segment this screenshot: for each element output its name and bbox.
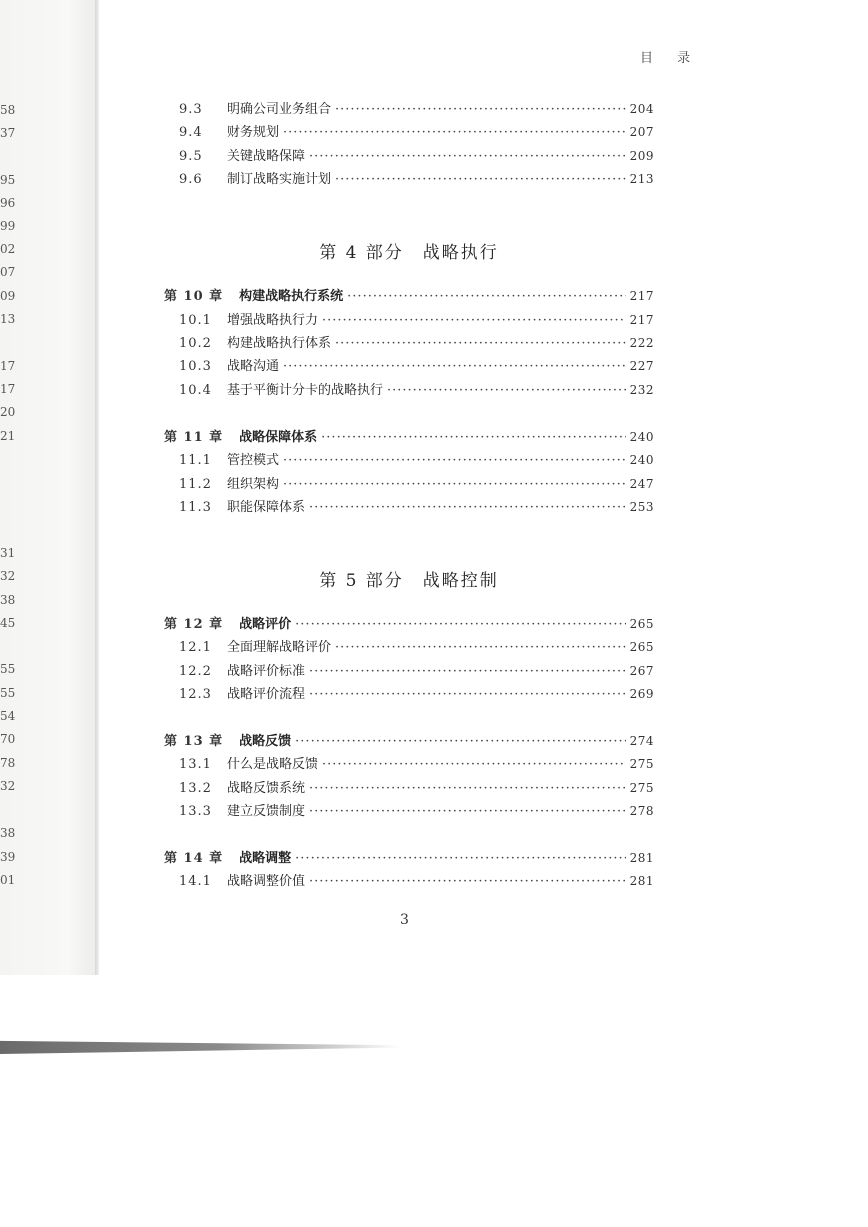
dot-leader (322, 755, 626, 775)
toc-entry[interactable] (164, 474, 654, 494)
entry-number: 13.2 (179, 781, 212, 796)
chapter-title: 构建战略执行系统 (239, 289, 344, 304)
toc-entry[interactable] (164, 497, 654, 517)
edge-number: 09 (0, 289, 16, 303)
entry-number: 10.3 (179, 359, 212, 374)
dot-leader (295, 849, 625, 869)
page-gutter-shadow (95, 0, 99, 975)
entry-title: 全面理解战略评价 (227, 640, 332, 655)
toc-entry[interactable] (164, 661, 654, 681)
entry-number: 11.2 (179, 477, 212, 492)
toc-chapter[interactable] (164, 614, 654, 634)
edge-number: 99 (0, 219, 16, 233)
entry-number: 12.2 (179, 664, 212, 679)
entry-number: 9.3 (179, 102, 203, 117)
entry-page: 227 (629, 359, 654, 373)
dot-leader (387, 381, 626, 401)
entry-page: 267 (629, 664, 654, 678)
entry-page: 247 (629, 477, 654, 491)
chapter-title: 战略评价 (239, 617, 292, 632)
toc-entry[interactable] (164, 146, 654, 166)
edge-number: 31 (0, 546, 16, 560)
entry-page: 217 (629, 313, 654, 327)
dot-leader (295, 615, 625, 635)
chapter-title: 战略调整 (239, 851, 292, 866)
toc-entry[interactable] (164, 684, 654, 704)
toc-entry[interactable] (164, 356, 654, 376)
dot-leader (283, 451, 626, 471)
chapter-number: 第 12 章 (164, 617, 224, 632)
chapter-title: 战略反馈 (239, 734, 292, 749)
entry-page: 269 (629, 687, 654, 701)
edge-number: 17 (0, 382, 16, 396)
dot-leader (335, 170, 626, 190)
edge-number: 32 (0, 779, 16, 793)
toc-entry[interactable] (164, 801, 654, 821)
entry-page: 281 (629, 874, 654, 888)
running-head: 目 录 (640, 51, 701, 66)
chapter-number: 第 11 章 (164, 430, 224, 445)
entry-title: 管控模式 (227, 453, 280, 468)
edge-number: 01 (0, 873, 16, 887)
entry-title: 关键战略保障 (227, 149, 306, 164)
edge-number: 17 (0, 359, 16, 373)
entry-page: 217 (629, 289, 654, 303)
entry-page: 209 (629, 149, 654, 163)
entry-number: 14.1 (179, 874, 212, 889)
edge-number: 55 (0, 686, 16, 700)
dot-leader (335, 638, 626, 658)
part-heading: 第 5 部分 战略控制 (319, 571, 499, 591)
entry-number: 12.1 (179, 640, 212, 655)
dot-leader (309, 872, 626, 892)
chapter-number: 第 14 章 (164, 851, 224, 866)
entry-title: 什么是战略反馈 (227, 757, 319, 772)
entry-page: 232 (629, 383, 654, 397)
entry-title: 财务规划 (227, 125, 280, 140)
entry-title: 战略评价流程 (227, 687, 306, 702)
entry-title: 战略沟通 (227, 359, 280, 374)
dot-leader (283, 475, 626, 495)
dot-leader (335, 100, 626, 120)
entry-title: 增强战略执行力 (227, 313, 319, 328)
entry-number: 10.1 (179, 313, 212, 328)
dot-leader (309, 802, 626, 822)
entry-number: 9.6 (179, 172, 203, 187)
edge-number: 32 (0, 569, 16, 583)
edge-number: 96 (0, 196, 16, 210)
edge-number: 70 (0, 732, 16, 746)
scan-shadow-stripe (0, 1038, 400, 1054)
toc-entry[interactable] (164, 380, 654, 400)
toc-entry[interactable] (164, 122, 654, 142)
entry-title: 明确公司业务组合 (227, 102, 332, 117)
entry-number: 13.3 (179, 804, 212, 819)
entry-number: 10.4 (179, 383, 212, 398)
part-heading: 第 4 部分 战略执行 (319, 243, 499, 263)
entry-title: 职能保障体系 (227, 500, 306, 515)
entry-page: 240 (629, 453, 654, 467)
entry-number: 12.3 (179, 687, 212, 702)
entry-page: 207 (629, 125, 654, 139)
toc-entry[interactable] (164, 754, 654, 774)
entry-page: 281 (629, 851, 654, 865)
entry-page: 275 (629, 781, 654, 795)
entry-number: 11.1 (179, 453, 212, 468)
dot-leader (347, 287, 625, 307)
toc-chapter[interactable] (164, 848, 654, 868)
dot-leader (295, 732, 625, 752)
dot-leader (321, 428, 625, 448)
toc-entry[interactable] (164, 871, 654, 891)
chapter-number: 第 10 章 (164, 289, 224, 304)
toc-entry[interactable] (164, 450, 654, 470)
entry-page: 265 (629, 640, 654, 654)
edge-number: 45 (0, 616, 16, 630)
entry-title: 战略调整价值 (227, 874, 306, 889)
dot-leader (309, 685, 626, 705)
dot-leader (309, 147, 626, 167)
entry-title: 基于平衡计分卡的战略执行 (227, 383, 384, 398)
edge-number: 37 (0, 126, 16, 140)
edge-number: 54 (0, 709, 16, 723)
dot-leader (283, 123, 626, 143)
edge-number: 38 (0, 593, 16, 607)
entry-title: 建立反馈制度 (227, 804, 306, 819)
chapter-title: 战略保障体系 (239, 430, 318, 445)
dot-leader (322, 311, 626, 331)
toc-entry[interactable] (164, 637, 654, 657)
dot-leader (309, 779, 626, 799)
toc-entry[interactable] (164, 778, 654, 798)
dot-leader (309, 662, 626, 682)
toc-chapter[interactable] (164, 427, 654, 447)
toc-entry[interactable] (164, 169, 654, 189)
edge-number: 20 (0, 405, 16, 419)
edge-number: 38 (0, 826, 16, 840)
entry-page: 275 (629, 757, 654, 771)
entry-page: 240 (629, 430, 654, 444)
toc-chapter[interactable] (164, 286, 654, 306)
toc-chapter[interactable] (164, 731, 654, 751)
entry-title: 构建战略执行体系 (227, 336, 332, 351)
edge-number: 78 (0, 756, 16, 770)
entry-page: 278 (629, 804, 654, 818)
edge-number: 95 (0, 173, 16, 187)
entry-page: 253 (629, 500, 654, 514)
dot-leader (335, 334, 626, 354)
entry-number: 9.4 (179, 125, 203, 140)
page-number: 3 (400, 912, 409, 928)
dot-leader (309, 498, 626, 518)
edge-number: 07 (0, 265, 16, 279)
toc-entry[interactable] (164, 99, 654, 119)
entry-number: 11.3 (179, 500, 212, 515)
toc-entry[interactable] (164, 310, 654, 330)
entry-title: 战略评价标准 (227, 664, 306, 679)
entry-page: 222 (629, 336, 654, 350)
edge-number: 39 (0, 850, 16, 864)
entry-number: 9.5 (179, 149, 203, 164)
entry-title: 战略反馈系统 (227, 781, 306, 796)
entry-title: 组织架构 (227, 477, 280, 492)
entry-page: 213 (629, 172, 654, 186)
entry-number: 13.1 (179, 757, 212, 772)
dot-leader (283, 357, 626, 377)
edge-number: 55 (0, 662, 16, 676)
edge-number: 21 (0, 429, 16, 443)
edge-number: 58 (0, 103, 16, 117)
entry-page: 204 (629, 102, 654, 116)
entry-number: 10.2 (179, 336, 212, 351)
edge-number: 13 (0, 312, 16, 326)
entry-page: 274 (629, 734, 654, 748)
entry-title: 制订战略实施计划 (227, 172, 332, 187)
toc-entry[interactable] (164, 333, 654, 353)
edge-number: 02 (0, 242, 16, 256)
chapter-number: 第 13 章 (164, 734, 224, 749)
entry-page: 265 (629, 617, 654, 631)
